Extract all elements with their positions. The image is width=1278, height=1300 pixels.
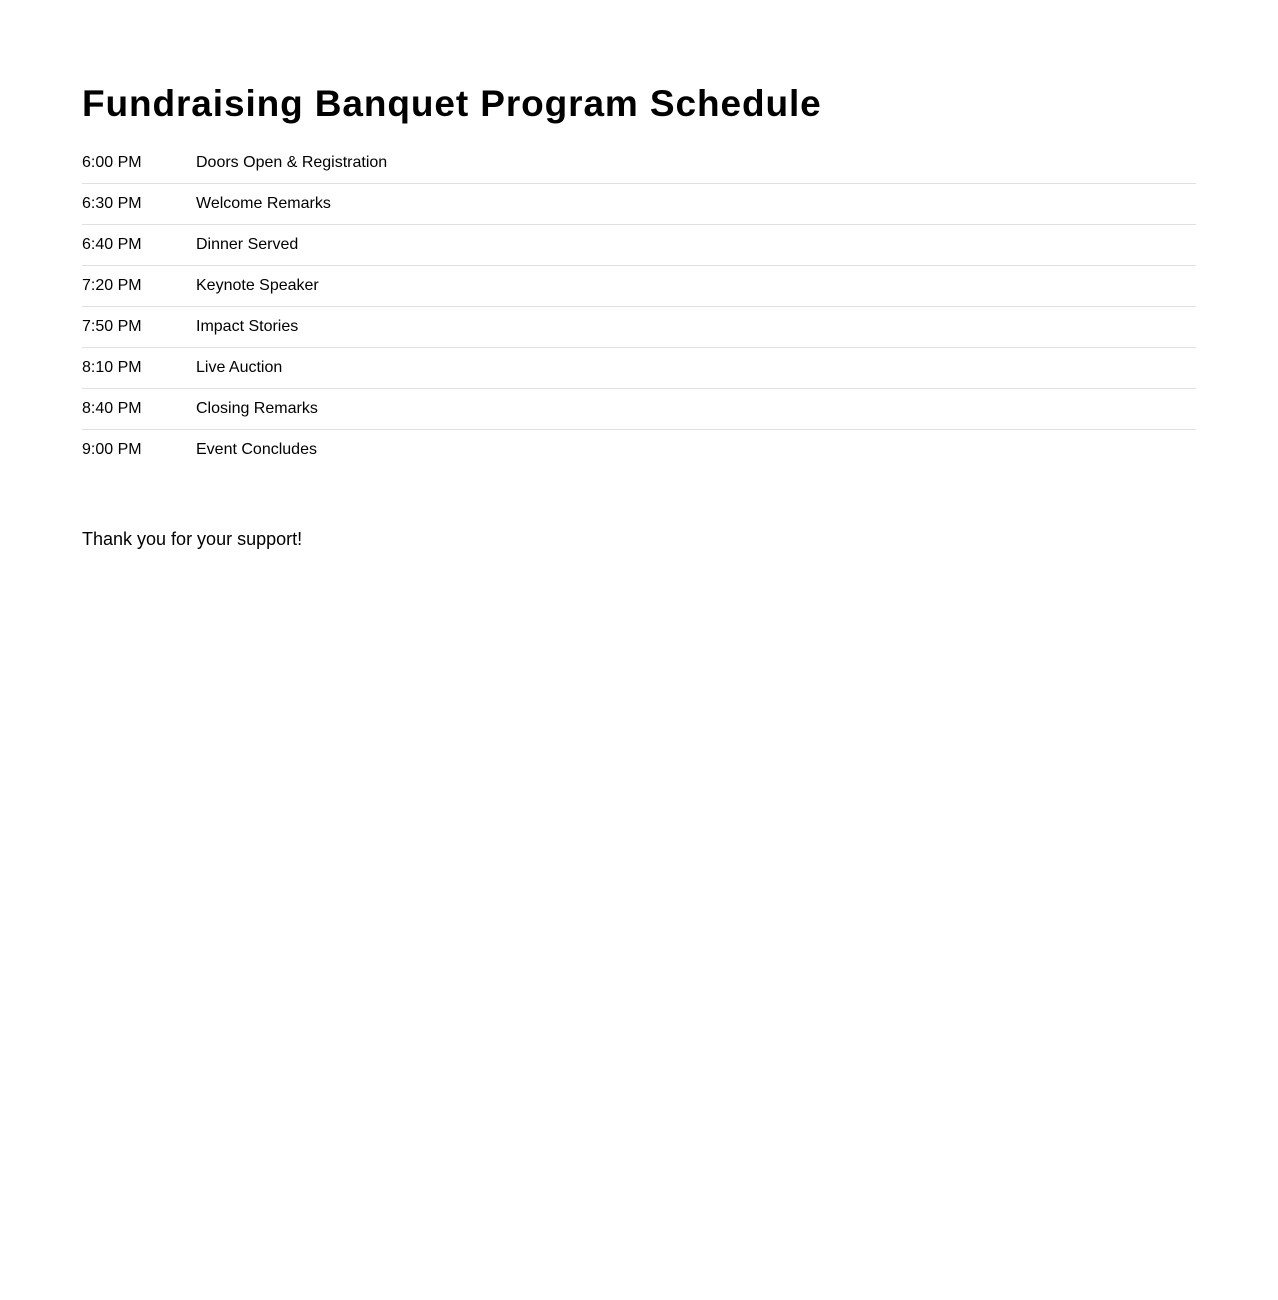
schedule-row (82, 225, 1196, 266)
schedule-row (82, 389, 1196, 430)
schedule-time: 9:00 PM (82, 441, 142, 458)
schedule-time: 7:20 PM (82, 277, 142, 294)
schedule-time: 8:40 PM (82, 400, 142, 417)
schedule-time: 6:30 PM (82, 195, 142, 212)
schedule-event: Dinner Served (196, 236, 299, 253)
schedule-list (82, 143, 1196, 470)
schedule-row (82, 266, 1196, 307)
thank-you-note: Thank you for your support! (82, 529, 303, 549)
schedule-event: Live Auction (196, 359, 283, 376)
schedule-event: Impact Stories (196, 318, 299, 335)
schedule-row (82, 184, 1196, 225)
schedule-event: Keynote Speaker (196, 277, 319, 294)
schedule-event: Welcome Remarks (196, 195, 331, 212)
schedule-row (82, 348, 1196, 389)
schedule-time: 8:10 PM (82, 359, 142, 376)
schedule-event: Event Concludes (196, 441, 317, 458)
schedule-time: 6:00 PM (82, 154, 142, 171)
schedule-row (82, 143, 1196, 184)
page-title: Fundraising Banquet Program Schedule (82, 83, 822, 124)
schedule-time: 6:40 PM (82, 236, 142, 253)
schedule-event: Closing Remarks (196, 400, 318, 417)
schedule-time: 7:50 PM (82, 318, 142, 335)
schedule-row (82, 430, 1196, 470)
schedule-event: Doors Open & Registration (196, 154, 388, 171)
schedule-row (82, 307, 1196, 348)
